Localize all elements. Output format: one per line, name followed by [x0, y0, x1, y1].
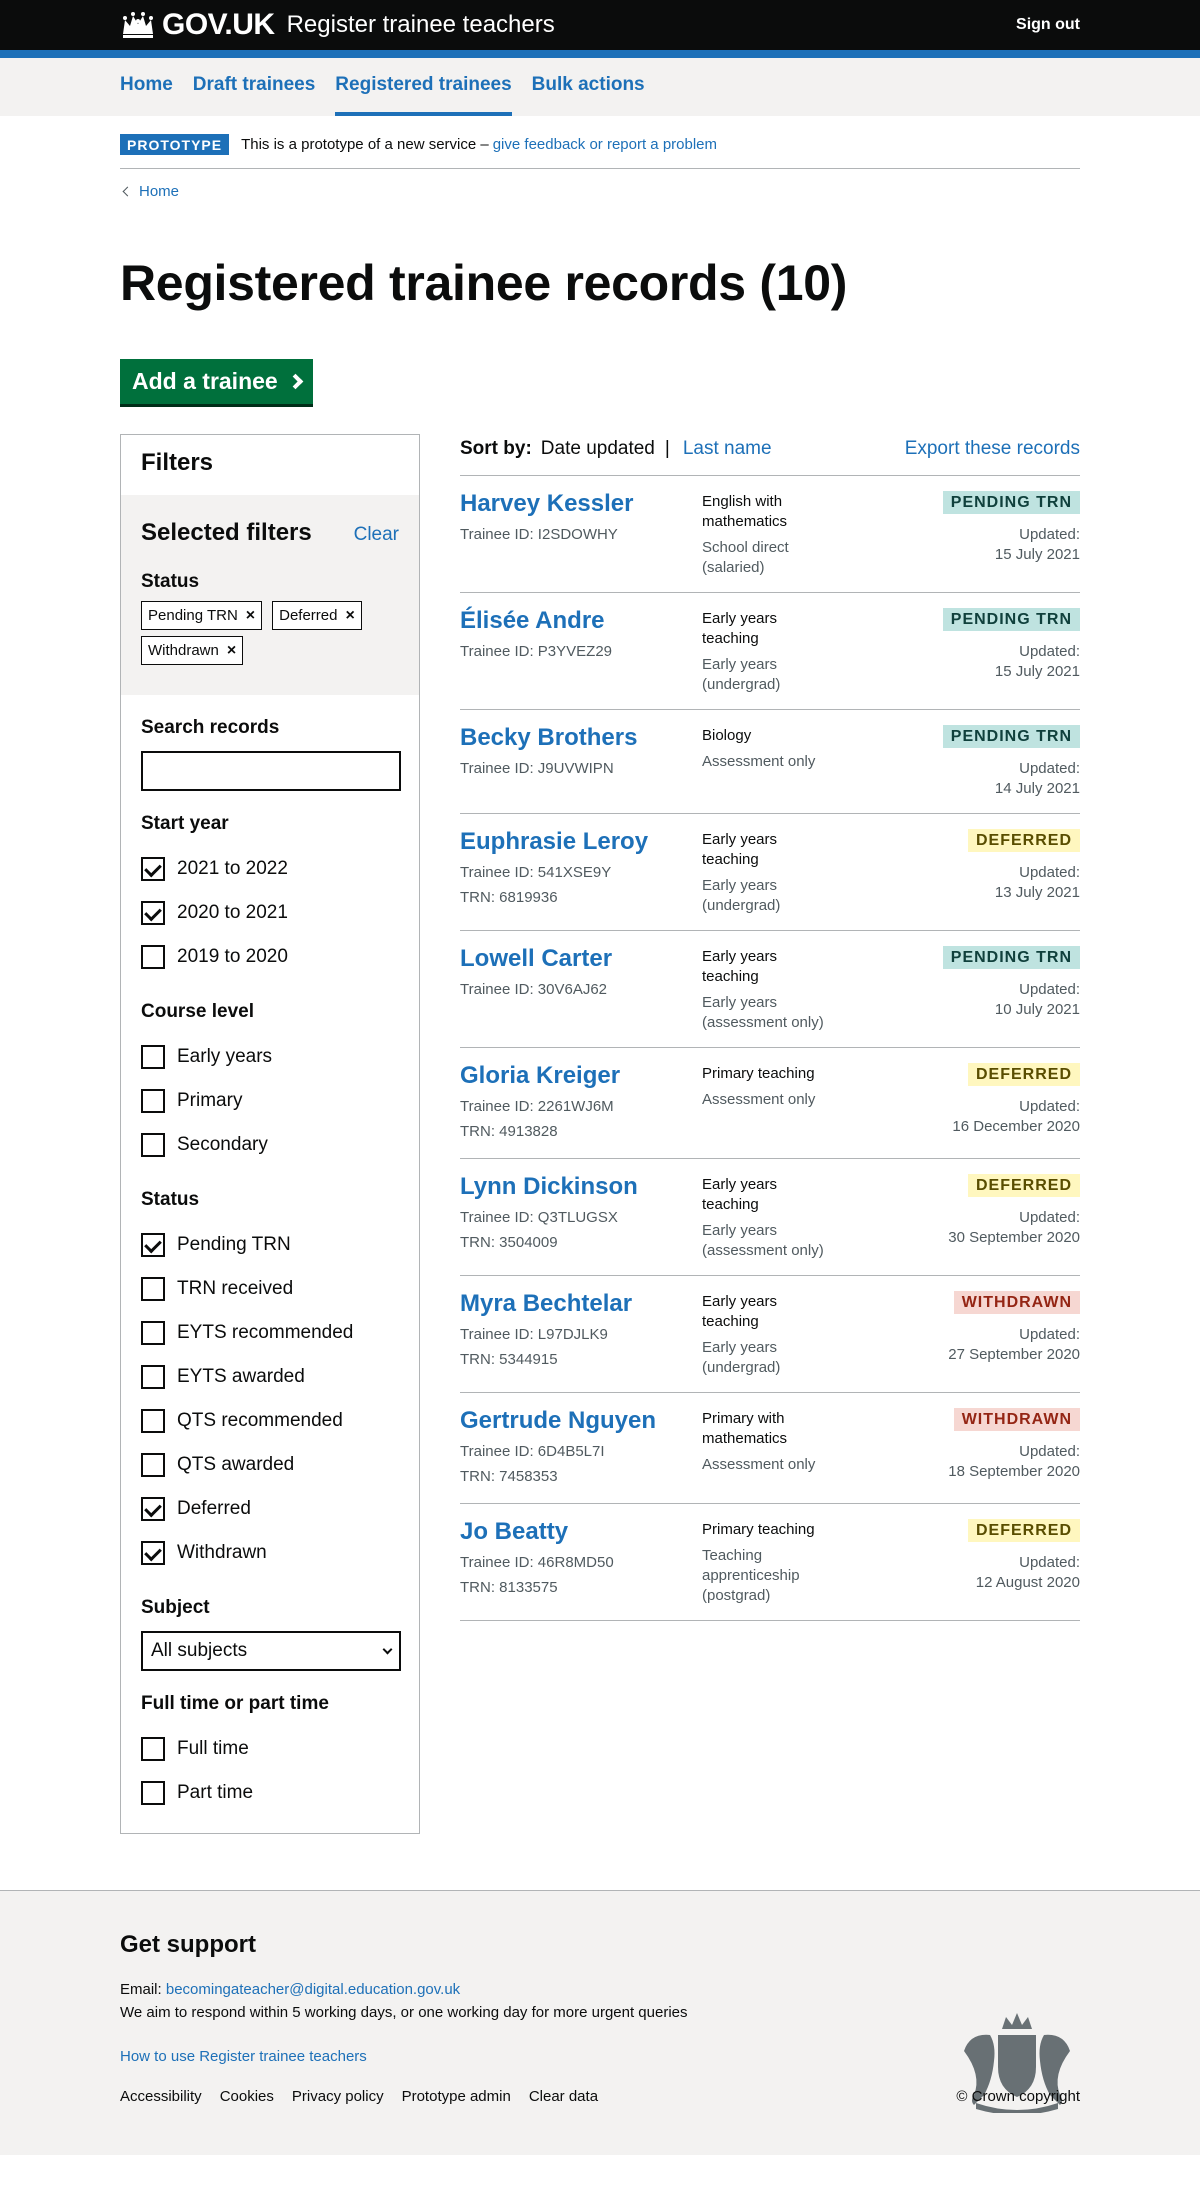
- start-year-label: Start year: [141, 813, 229, 834]
- updated-label: Updated:: [1019, 864, 1080, 881]
- status-options: [141, 1223, 399, 1575]
- checkbox-label: Full time: [177, 1738, 249, 1759]
- status-checkbox[interactable]: [141, 1267, 399, 1311]
- updated-value: 15 July 2021: [994, 546, 1080, 563]
- checkbox-label: Deferred: [177, 1498, 251, 1519]
- trainee-trn: TRN: 8133575: [460, 1579, 558, 1596]
- record-status-cell: [832, 1407, 1080, 1489]
- crown-icon: [120, 10, 156, 40]
- footer-link-prototype-admin[interactable]: Prototype admin: [401, 2088, 511, 2105]
- results: [460, 434, 1080, 1834]
- trainee-name-link[interactable]: Gloria Kreiger: [460, 1062, 621, 1089]
- checkbox-label: TRN received: [177, 1278, 294, 1299]
- checkbox-label: Withdrawn: [177, 1542, 267, 1563]
- subject-select[interactable]: [141, 1631, 401, 1671]
- nav-draft-trainees[interactable]: Draft trainees: [192, 74, 316, 95]
- updated-label: Updated:: [1019, 1554, 1080, 1571]
- course-subject: English with mathematics: [702, 493, 788, 530]
- selected-filter-tag[interactable]: [272, 601, 362, 630]
- record-name-cell: [460, 1290, 702, 1378]
- updated-value: 16 December 2020: [952, 1118, 1080, 1135]
- chevron-down-icon: [383, 1644, 393, 1654]
- course-route: Assessment only: [702, 1091, 816, 1108]
- main-content: [120, 116, 1080, 1834]
- status-badge: PENDING TRN: [943, 946, 1080, 969]
- record-status-cell: [832, 1173, 1080, 1261]
- status-checkbox[interactable]: [141, 1443, 399, 1487]
- record-course-cell: [702, 1173, 832, 1261]
- checkbox-box[interactable]: [141, 1541, 165, 1565]
- status-badge: PENDING TRN: [943, 725, 1080, 748]
- table-row: [460, 1276, 1080, 1393]
- trainee-trn: TRN: 5344915: [460, 1351, 558, 1368]
- course-route: School direct (salaried): [702, 539, 789, 576]
- remove-filter-icon[interactable]: ×: [245, 606, 256, 624]
- updated-label: Updated:: [1019, 1443, 1080, 1460]
- status-checkbox[interactable]: [141, 1355, 399, 1399]
- trainee-name-link[interactable]: Euphrasie Leroy: [460, 828, 649, 855]
- checkbox-label: 2019 to 2020: [177, 946, 288, 967]
- checkbox-box[interactable]: [141, 1089, 165, 1113]
- course-route: Assessment only: [702, 1456, 816, 1473]
- selected-filter-tag-label: Withdrawn: [148, 642, 219, 659]
- sign-out-link[interactable]: Sign out: [1016, 16, 1080, 33]
- updated-value: 14 July 2021: [994, 780, 1080, 797]
- sort-last-name-link[interactable]: Last name: [682, 437, 772, 459]
- selected-status-label: Status: [141, 571, 200, 592]
- trainee-name-link[interactable]: Gertrude Nguyen: [460, 1407, 657, 1434]
- mode-checkbox[interactable]: [141, 1727, 399, 1771]
- trainee-name-link[interactable]: Lowell Carter: [460, 945, 613, 972]
- updated-label: Updated:: [1019, 1209, 1080, 1226]
- checkbox-box[interactable]: [141, 1045, 165, 1069]
- table-row: [460, 1393, 1080, 1504]
- course-route: Early years (undergrad): [702, 656, 781, 693]
- updated-value: 13 July 2021: [994, 884, 1080, 901]
- filters-panel: [120, 434, 420, 1834]
- course-subject: Early years teaching: [702, 948, 778, 985]
- record-course-cell: [702, 1407, 832, 1489]
- updated-label: Updated:: [1019, 643, 1080, 660]
- status-badge: WITHDRAWN: [954, 1408, 1080, 1431]
- footer-response-time: We aim to respond within 5 working days, or one working day for more urgent queries: [120, 2004, 688, 2021]
- nav-bulk-actions[interactable]: Bulk actions: [531, 74, 645, 95]
- course-route: Early years (assessment only): [702, 994, 824, 1031]
- remove-filter-icon[interactable]: ×: [345, 606, 355, 624]
- record-course-cell: [702, 828, 832, 916]
- sort-separator: |: [664, 437, 670, 459]
- record-course-cell: [702, 724, 832, 799]
- table-row: [460, 593, 1080, 710]
- updated-date: [832, 1442, 1080, 1482]
- course-level-checkbox[interactable]: [141, 1079, 399, 1123]
- record-course-cell: [702, 945, 832, 1033]
- prototype-tag: PROTOTYPE: [120, 134, 229, 155]
- record-status-cell: [832, 945, 1080, 1033]
- course-route: Early years (assessment only): [702, 1222, 824, 1259]
- course-subject: Primary with mathematics: [702, 1410, 788, 1447]
- brand[interactable]: [120, 8, 555, 42]
- updated-label: Updated:: [1019, 526, 1080, 543]
- course-level-checkbox[interactable]: [141, 1035, 399, 1079]
- status-badge: DEFERRED: [968, 1519, 1080, 1542]
- course-level-checkbox[interactable]: [141, 1123, 399, 1167]
- checkbox-box[interactable]: [141, 857, 165, 881]
- checkbox-label: Secondary: [177, 1134, 268, 1155]
- status-checkbox[interactable]: [141, 1531, 399, 1575]
- updated-value: 18 September 2020: [948, 1463, 1080, 1480]
- course-route: Early years (undergrad): [702, 877, 781, 914]
- course-route: Early years (undergrad): [702, 1339, 781, 1376]
- mode-options: [141, 1727, 399, 1833]
- checkbox-label: QTS recommended: [177, 1410, 343, 1431]
- checkbox-label: Primary: [177, 1090, 243, 1111]
- course-subject: Early years teaching: [702, 610, 778, 647]
- trainee-trn: TRN: 4913828: [460, 1123, 558, 1140]
- trainee-id: Trainee ID: 6D4B5L7I: [460, 1443, 605, 1460]
- mode-checkbox[interactable]: [141, 1771, 399, 1815]
- clear-filters-link[interactable]: Clear: [353, 524, 399, 545]
- course-subject: Primary teaching: [702, 1065, 815, 1082]
- filters-title: Filters: [141, 449, 214, 476]
- record-status-cell: [832, 1518, 1080, 1606]
- updated-label: Updated:: [1019, 1098, 1080, 1115]
- footer: [0, 1890, 1200, 2155]
- trainee-id: Trainee ID: 541XSE9Y: [460, 864, 612, 881]
- trainee-name-link[interactable]: Lynn Dickinson: [460, 1173, 638, 1200]
- checkbox-label: QTS awarded: [177, 1454, 295, 1475]
- record-status-cell: [832, 490, 1080, 578]
- trainee-name-link[interactable]: Becky Brothers: [460, 724, 638, 751]
- status-checkbox[interactable]: [141, 1487, 399, 1531]
- record-name-cell: [460, 490, 702, 578]
- updated-date: [832, 525, 1080, 565]
- updated-date: [832, 759, 1080, 799]
- service-name: Register trainee teachers: [286, 11, 555, 38]
- chevron-right-icon: [287, 374, 303, 390]
- selected-filter-tag[interactable]: [141, 601, 262, 630]
- trainee-id: Trainee ID: 30V6AJ62: [460, 981, 608, 998]
- trainee-id: Trainee ID: P3YVEZ29: [460, 643, 613, 660]
- updated-date: [832, 642, 1080, 682]
- updated-value: 10 July 2021: [994, 1001, 1080, 1018]
- record-course-cell: [702, 1062, 832, 1144]
- updated-date: [832, 1325, 1080, 1365]
- updated-label: Updated:: [1019, 1326, 1080, 1343]
- table-row: [460, 476, 1080, 593]
- subject-select-value: All subjects: [151, 1640, 248, 1661]
- checkbox-box[interactable]: [141, 1321, 165, 1345]
- table-row: [460, 1504, 1080, 1621]
- status-badge: DEFERRED: [968, 829, 1080, 852]
- subject-label: Subject: [141, 1597, 210, 1618]
- checkbox-label: Early years: [177, 1046, 273, 1067]
- checkbox-box[interactable]: [141, 1133, 165, 1157]
- page-title: Registered trainee records (10): [120, 255, 848, 311]
- updated-date: [832, 1097, 1080, 1137]
- checkbox-box[interactable]: [141, 1497, 165, 1521]
- updated-date: [832, 1208, 1080, 1248]
- table-row: [460, 931, 1080, 1048]
- record-status-cell: [832, 1290, 1080, 1378]
- site-header: [0, 0, 1200, 58]
- status-badge: DEFERRED: [968, 1063, 1080, 1086]
- status-badge: PENDING TRN: [943, 608, 1080, 631]
- updated-value: 12 August 2020: [975, 1574, 1080, 1591]
- trainee-trn: TRN: 6819936: [460, 889, 558, 906]
- status-checkbox[interactable]: [141, 1223, 399, 1267]
- checkbox-box[interactable]: [141, 1409, 165, 1433]
- footer-email: [120, 1981, 1080, 1998]
- remove-filter-icon[interactable]: ×: [226, 641, 237, 659]
- selected-tags: [141, 601, 399, 671]
- checkbox-box[interactable]: [141, 901, 165, 925]
- updated-value: 15 July 2021: [994, 663, 1080, 680]
- record-course-cell: [702, 1290, 832, 1378]
- prototype-text: This is a prototype of a new service –: [241, 136, 489, 153]
- checkbox-box[interactable]: [141, 1365, 165, 1389]
- updated-date: [832, 980, 1080, 1020]
- table-row: [460, 814, 1080, 931]
- primary-nav: [0, 58, 1200, 116]
- selected-filters-title: Selected filters: [141, 519, 312, 546]
- footer-title: Get support: [120, 1931, 256, 1958]
- updated-value: 30 September 2020: [948, 1229, 1080, 1246]
- govuk-logo-text: GOV.UK: [162, 8, 275, 41]
- table-row: [460, 1159, 1080, 1276]
- record-status-cell: [832, 607, 1080, 695]
- checkbox-label: Pending TRN: [177, 1234, 291, 1255]
- updated-label: Updated:: [1019, 981, 1080, 998]
- checkbox-box[interactable]: [141, 1737, 165, 1761]
- checkbox-label: EYTS awarded: [177, 1366, 305, 1387]
- updated-date: [832, 863, 1080, 903]
- footer-link-clear-data[interactable]: Clear data: [528, 2088, 599, 2105]
- trainee-id: Trainee ID: Q3TLUGSX: [460, 1209, 618, 1226]
- trainee-id: Trainee ID: L97DJLK9: [460, 1326, 608, 1343]
- footer-email-label: Email:: [120, 1981, 162, 1998]
- trainee-id: Trainee ID: I2SDOWHY: [460, 526, 618, 543]
- trainee-id: Trainee ID: 46R8MD50: [460, 1554, 614, 1571]
- record-status-cell: [832, 724, 1080, 799]
- trainee-trn: TRN: 7458353: [460, 1468, 558, 1485]
- start-year-checkbox[interactable]: [141, 891, 399, 935]
- checkbox-box[interactable]: [141, 1453, 165, 1477]
- sort-current: Date updated: [540, 437, 655, 459]
- checkbox-label: 2020 to 2021: [177, 902, 288, 923]
- course-subject: Early years teaching: [702, 1293, 778, 1330]
- course-subject: Early years teaching: [702, 1176, 778, 1213]
- record-course-cell: [702, 1518, 832, 1606]
- crown-copyright-link[interactable]: © Crown copyright: [956, 2088, 1080, 2105]
- breadcrumb: [120, 183, 1080, 200]
- mode-label: Full time or part time: [141, 1693, 329, 1714]
- record-name-cell: [460, 828, 702, 916]
- status-label: Status: [141, 1189, 200, 1210]
- course-subject: Primary teaching: [702, 1521, 815, 1538]
- search-label: Search records: [141, 717, 280, 738]
- records-list: [460, 476, 1080, 1621]
- course-subject: Biology: [702, 727, 752, 744]
- table-row: [460, 1048, 1080, 1159]
- start-year-checkbox[interactable]: [141, 935, 399, 979]
- trainee-name-link[interactable]: Harvey Kessler: [460, 490, 634, 517]
- search-input[interactable]: [141, 751, 401, 791]
- status-checkbox[interactable]: [141, 1311, 399, 1355]
- record-name-cell: [460, 1173, 702, 1261]
- status-checkbox[interactable]: [141, 1399, 399, 1443]
- record-name-cell: [460, 1062, 702, 1144]
- footer-link-cookies[interactable]: Cookies: [219, 2088, 274, 2105]
- export-records-link[interactable]: Export these records: [904, 437, 1080, 459]
- add-trainee-button[interactable]: [120, 359, 313, 404]
- feedback-link[interactable]: give feedback or report a problem: [492, 136, 718, 153]
- course-route: Teaching apprenticeship (postgrad): [702, 1547, 800, 1604]
- footer-how-to-link[interactable]: How to use Register trainee teachers: [120, 2048, 367, 2065]
- selected-filter-tag-label: Deferred: [279, 607, 338, 624]
- checkbox-box[interactable]: [141, 1233, 165, 1257]
- trainee-trn: TRN: 3504009: [460, 1234, 558, 1251]
- record-name-cell: [460, 724, 702, 799]
- nav-home[interactable]: Home: [120, 74, 173, 95]
- table-row: [460, 710, 1080, 814]
- updated-date: [832, 1553, 1080, 1593]
- checkbox-label: 2021 to 2022: [177, 858, 288, 879]
- selected-filter-tag[interactable]: [141, 636, 243, 665]
- sort-label: Sort by:: [460, 437, 532, 459]
- course-level-options: [141, 1035, 399, 1167]
- trainee-id: Trainee ID: J9UVWIPN: [460, 760, 614, 777]
- record-course-cell: [702, 607, 832, 695]
- record-name-cell: [460, 1407, 702, 1489]
- checkbox-box[interactable]: [141, 945, 165, 969]
- sort-bar: [460, 434, 1080, 476]
- record-name-cell: [460, 945, 702, 1033]
- record-status-cell: [832, 828, 1080, 916]
- checkbox-label: EYTS recommended: [177, 1322, 354, 1343]
- status-badge: DEFERRED: [968, 1174, 1080, 1197]
- trainee-name-link[interactable]: Myra Bechtelar: [460, 1290, 633, 1317]
- selected-filter-tag-label: Pending TRN: [148, 607, 238, 624]
- footer-links: [120, 2088, 1080, 2105]
- chevron-left-icon: [123, 187, 133, 197]
- course-route: Assessment only: [702, 753, 816, 770]
- status-badge: WITHDRAWN: [954, 1291, 1080, 1314]
- record-course-cell: [702, 490, 832, 578]
- checkbox-box[interactable]: [141, 1277, 165, 1301]
- start-year-options: [141, 847, 399, 979]
- updated-label: Updated:: [1019, 760, 1080, 777]
- trainee-name-link[interactable]: Jo Beatty: [460, 1518, 569, 1545]
- breadcrumb-home[interactable]: Home: [139, 183, 180, 200]
- status-badge: PENDING TRN: [943, 491, 1080, 514]
- add-trainee-label: Add a trainee: [132, 368, 278, 394]
- checkbox-label: Part time: [177, 1782, 254, 1803]
- trainee-id: Trainee ID: 2261WJ6M: [460, 1098, 614, 1115]
- course-subject: Early years teaching: [702, 831, 778, 868]
- footer-link-accessibility[interactable]: Accessibility: [120, 2088, 202, 2105]
- prototype-banner: [120, 116, 1080, 169]
- selected-filters: [121, 495, 419, 695]
- nav-registered-trainees[interactable]: Registered trainees: [335, 74, 511, 116]
- trainee-name-link[interactable]: Élisée Andre: [460, 607, 605, 634]
- checkbox-box[interactable]: [141, 1781, 165, 1805]
- record-name-cell: [460, 1518, 702, 1606]
- footer-link-privacy[interactable]: Privacy policy: [291, 2088, 384, 2105]
- record-name-cell: [460, 607, 702, 695]
- updated-value: 27 September 2020: [948, 1346, 1080, 1363]
- footer-email-link[interactable]: becomingateacher@digital.education.gov.uk: [165, 1981, 461, 1998]
- course-level-label: Course level: [141, 1001, 254, 1022]
- start-year-checkbox[interactable]: [141, 847, 399, 891]
- record-status-cell: [832, 1062, 1080, 1144]
